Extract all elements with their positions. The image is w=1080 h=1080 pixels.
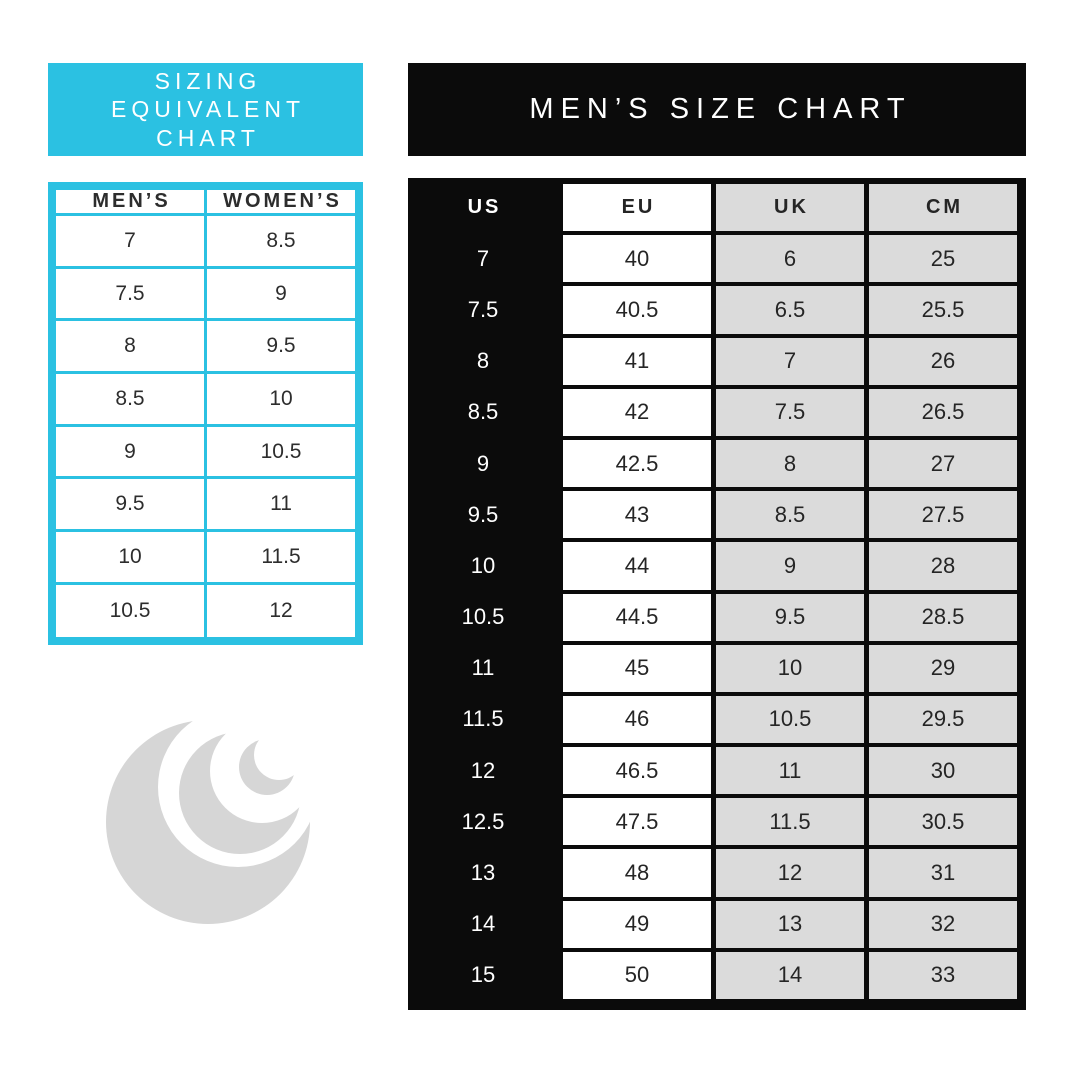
table-cell: 27 [869,440,1017,487]
column-header: CM [869,184,1017,231]
table-cell: 7 [476,245,490,271]
table-cell: 9 [206,267,360,320]
title-line: EQUIVALENT [111,96,305,123]
table-cell: 8.5 [52,373,206,426]
mens-size-table [408,178,1026,1010]
table-row [52,267,359,320]
table-cell: 10.5 [461,604,505,630]
table-row [52,320,359,373]
table-cell: 30 [869,747,1017,794]
table-cell: 10 [470,552,496,578]
table-cell: 44 [563,542,711,589]
table-cell: 31 [869,849,1017,896]
table-cell: 11.5 [462,706,504,732]
table-cell: 11 [206,478,360,531]
table-cell: 7 [716,338,864,385]
table-cell: 7 [52,215,206,268]
table-cell: 14 [470,911,496,937]
table-row [52,373,359,426]
table-cell: 15 [470,962,496,988]
table-cell: 40.5 [563,286,711,333]
table-cell: 29.5 [869,696,1017,743]
table-cell: 9.5 [716,594,864,641]
table-cell: 26 [869,338,1017,385]
table-cell: 30.5 [869,798,1017,845]
table-cell: 46.5 [563,747,711,794]
column-header: EU [563,184,711,231]
table-cell: 28 [869,542,1017,589]
table-cell: 50 [563,952,711,999]
title-line: SIZING [154,68,262,95]
table-row [52,425,359,478]
triple-crescent-logo [104,712,316,934]
table-cell: 43 [563,491,711,538]
table-cell: 28.5 [869,594,1017,641]
title-line: CHART [156,124,260,151]
table-cell: 12 [206,583,360,641]
column-header: US [467,196,502,219]
table-cell: 6.5 [716,286,864,333]
table-cell: 8.5 [467,399,499,425]
table-cell: 7.5 [716,389,864,436]
table-cell: 25 [869,235,1017,282]
table-cell: 9.5 [206,320,360,373]
table-cell: 11 [471,655,495,681]
table-cell: 9 [716,542,864,589]
table-cell: 13 [470,860,496,886]
crescent-moon-icon [104,712,316,934]
table-cell: 42 [563,389,711,436]
table-row [52,215,359,268]
table-cell: 8 [52,320,206,373]
table-cell: 10.5 [52,583,206,641]
table-row [52,531,359,584]
sizing-equivalent-table [48,182,363,645]
table-cell: 12.5 [461,808,505,834]
table-cell: 47.5 [563,798,711,845]
table-cell: 40 [563,235,711,282]
table-cell: 6 [716,235,864,282]
table-cell: 12 [716,849,864,896]
table-cell: 41 [563,338,711,385]
table-row [52,478,359,531]
column-header: UK [716,184,864,231]
table-cell: 10.5 [206,425,360,478]
table-cell: 49 [563,901,711,948]
table-cell: 13 [716,901,864,948]
table-cell: 8 [716,440,864,487]
table-cell: 8.5 [716,491,864,538]
table-cell: 10 [52,531,206,584]
table-cell: 9 [476,450,490,476]
table-cell: 27.5 [869,491,1017,538]
column-header: MEN’S [52,186,206,215]
table-cell: 10 [716,645,864,692]
table-cell: 8.5 [206,215,360,268]
table-cell: 10.5 [716,696,864,743]
table-cell: 32 [869,901,1017,948]
table-cell: 7.5 [52,267,206,320]
table-cell: 14 [716,952,864,999]
table-cell: 7.5 [467,296,499,322]
table-cell: 11.5 [206,531,360,584]
table-cell: 29 [869,645,1017,692]
table-cell: 45 [563,645,711,692]
table-cell: 11 [716,747,864,794]
table-cell: 9 [52,425,206,478]
table-cell: 10 [206,373,360,426]
table-cell: 44.5 [563,594,711,641]
table-cell: 9.5 [467,501,499,527]
table-cell: 42.5 [563,440,711,487]
table-cell: 46 [563,696,711,743]
table-header-row [52,186,359,215]
table-cell: 25.5 [869,286,1017,333]
mens-size-chart-title: MEN’S SIZE CHART [408,63,1026,156]
column-header: WOMEN’S [206,186,360,215]
table-cell: 9.5 [52,478,206,531]
table-cell: 26.5 [869,389,1017,436]
table-cell: 8 [476,348,490,374]
table-cell: 48 [563,849,711,896]
table-row [52,583,359,641]
table-cell: 11.5 [716,798,864,845]
table-cell: 12 [470,757,496,783]
table-cell: 33 [869,952,1017,999]
sizing-equivalent-title [48,63,363,156]
